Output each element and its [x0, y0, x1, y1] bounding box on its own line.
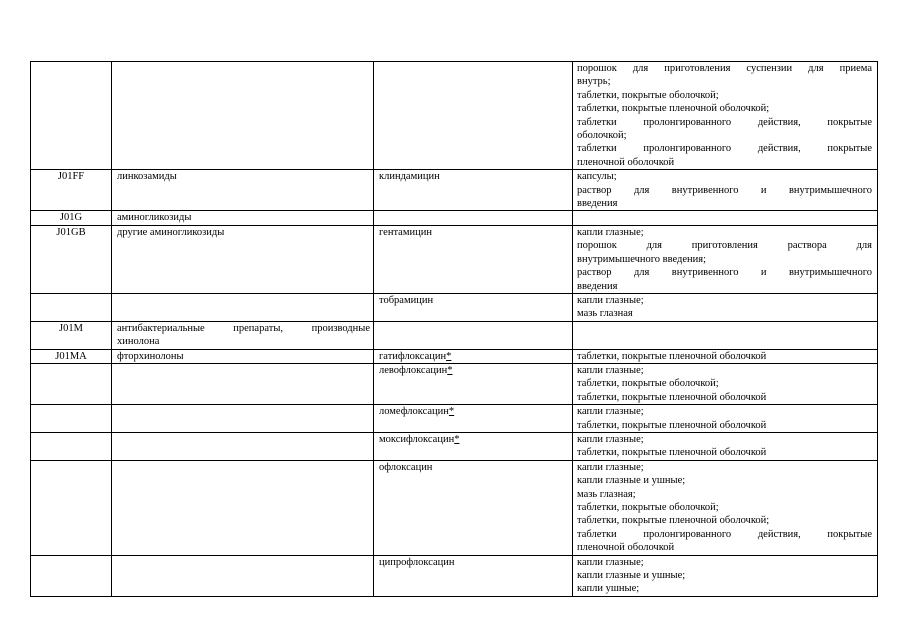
atc-code-cell: J01GB — [31, 225, 112, 293]
atc-code-cell — [31, 293, 112, 321]
dosage-form-line: капли глазные; — [577, 294, 644, 306]
dosage-form-line: мазь глазная; — [577, 488, 636, 500]
footnote-asterisk: * — [446, 350, 452, 362]
table-row — [31, 293, 878, 321]
pharmacological-group-cell — [112, 293, 374, 321]
dosage-form-line: введения — [577, 280, 618, 292]
dosage-forms-cell — [573, 363, 878, 404]
table-row — [31, 62, 878, 170]
dosage-form-line: таблетки, покрытые пленочной оболочкой; — [577, 103, 770, 115]
table-row — [31, 211, 878, 225]
table-body — [31, 62, 878, 597]
dosage-form-line: введения — [577, 198, 618, 210]
substance-name: ципрофлоксацин — [379, 556, 455, 568]
dosage-forms-cell — [573, 432, 878, 460]
dosage-form-line: раствор для внутривенного и внутримышечного — [577, 184, 872, 196]
dosage-forms-cell — [573, 405, 878, 433]
pharmacological-group-cell — [112, 405, 374, 433]
dosage-forms-cell — [573, 349, 878, 363]
dosage-forms-cell — [573, 293, 878, 321]
table-row — [31, 225, 878, 293]
substance-name: тобрамицин — [379, 294, 434, 306]
dosage-form-line: капсулы; — [577, 171, 617, 183]
dosage-form-line: капли глазные; — [577, 433, 644, 445]
dosage-form-line: таблетки, покрытые пленочной оболочкой — [577, 391, 767, 403]
pharmacological-group-cell — [112, 432, 374, 460]
substance-name: клиндамицин — [379, 171, 440, 183]
atc-code-cell: J01FF — [31, 170, 112, 211]
dosage-form-line: пленочной оболочкой — [577, 156, 675, 168]
substance-cell — [374, 211, 573, 225]
dosage-forms-cell — [573, 460, 878, 555]
atc-code-cell: J01M — [31, 321, 112, 349]
dosage-form-line: капли глазные; — [577, 556, 644, 568]
dosage-form-line: таблетки, покрытые оболочкой; — [577, 89, 719, 101]
dosage-forms-cell — [573, 321, 878, 349]
footnote-asterisk: * — [454, 433, 460, 445]
dosage-form-line: таблетки, покрытые оболочкой; — [577, 378, 719, 390]
table-row — [31, 432, 878, 460]
medication-table — [30, 61, 878, 597]
table-row — [31, 363, 878, 404]
substance-cell — [374, 432, 573, 460]
pharmacological-group-cell: линкозамиды — [112, 170, 374, 211]
atc-code-cell — [31, 405, 112, 433]
atc-code-cell — [31, 62, 112, 170]
substance-cell — [374, 62, 573, 170]
pharmacological-group-cell — [112, 321, 374, 349]
substance-name: ломефлоксацин — [379, 406, 449, 418]
dosage-form-line: таблетки пролонгированного действия, покрытые — [577, 116, 872, 128]
substance-cell — [374, 405, 573, 433]
dosage-forms-cell — [573, 225, 878, 293]
dosage-form-line: капли глазные; — [577, 226, 644, 238]
footnote-asterisk: * — [447, 364, 453, 376]
table-row — [31, 349, 878, 363]
dosage-form-line: мазь глазная — [577, 308, 633, 320]
dosage-form-line: капли глазные и ушные; — [577, 475, 686, 487]
dosage-form-line: таблетки, покрытые пленочной оболочкой — [577, 419, 767, 431]
dosage-form-line: таблетки, покрытые пленочной оболочкой; — [577, 515, 770, 527]
substance-name: левофлоксацин — [379, 364, 448, 376]
dosage-form-line: порошок для приготовления суспензии для приема — [577, 63, 872, 74]
substance-cell — [374, 321, 573, 349]
group-line: антибактериальные препараты, производные — [117, 322, 370, 334]
substance-cell — [374, 363, 573, 404]
substance-cell — [374, 225, 573, 293]
atc-code-cell: J01G — [31, 211, 112, 225]
dosage-forms-cell — [573, 555, 878, 596]
dosage-form-line: капли глазные и ушные; — [577, 570, 686, 582]
table-row — [31, 555, 878, 596]
dosage-form-line: капли глазные; — [577, 364, 644, 376]
table-row — [31, 170, 878, 211]
dosage-form-line: таблетки, покрытые оболочкой; — [577, 502, 719, 513]
atc-code-cell — [31, 363, 112, 404]
dosage-form-line: порошок для приготовления раствора для — [577, 240, 872, 252]
table-row — [31, 460, 878, 555]
substance-name: офлоксацин — [379, 461, 433, 473]
dosage-form-line: таблетки пролонгированного действия, покрытые — [577, 528, 872, 540]
atc-code-cell — [31, 432, 112, 460]
pharmacological-group-cell — [112, 460, 374, 555]
substance-name: моксифлоксацин — [379, 433, 455, 445]
pharmacological-group-cell — [112, 555, 374, 596]
footnote-asterisk: * — [448, 406, 455, 418]
dosage-form-line: внутримышечного введения; — [577, 253, 707, 265]
substance-cell — [374, 170, 573, 211]
group-line: хинолона — [117, 336, 160, 348]
dosage-form-line: капли глазные; — [577, 461, 644, 473]
substance-cell — [374, 349, 573, 363]
dosage-form-line: таблетки, покрытые пленочной оболочкой — [577, 447, 767, 459]
dosage-form-line: внутрь; — [577, 76, 611, 88]
pharmacological-group-cell: аминогликозиды — [112, 211, 374, 225]
substance-name: гентамицин — [379, 226, 432, 238]
pharmacological-group-cell: фторхинолоны — [112, 349, 374, 363]
dosage-forms-cell — [573, 170, 878, 211]
substance-name: гатифлоксацин — [379, 350, 447, 362]
atc-code-cell: J01MA — [31, 349, 112, 363]
dosage-form-line: раствор для внутривенного и внутримышечного — [577, 267, 872, 279]
dosage-form-line: пленочной оболочкой — [577, 542, 675, 554]
atc-code-cell — [31, 460, 112, 555]
pharmacological-group-cell — [112, 62, 374, 170]
table-row — [31, 405, 878, 433]
dosage-form-line: капли ушные; — [577, 583, 640, 595]
table-row — [31, 321, 878, 349]
substance-cell — [374, 293, 573, 321]
pharmacological-group-cell: другие аминогликозиды — [112, 225, 374, 293]
dosage-form-line: оболочкой; — [577, 130, 627, 142]
pharmacological-group-cell — [112, 363, 374, 404]
dosage-form-line: капли глазные; — [577, 406, 644, 418]
atc-code-cell — [31, 555, 112, 596]
dosage-forms-cell — [573, 211, 878, 225]
substance-cell — [374, 460, 573, 555]
substance-cell — [374, 555, 573, 596]
dosage-forms-cell — [573, 62, 878, 170]
dosage-form-line: таблетки пролонгированного действия, покрытые — [577, 143, 872, 155]
dosage-form-line: таблетки, покрытые пленочной оболочкой — [577, 350, 767, 362]
